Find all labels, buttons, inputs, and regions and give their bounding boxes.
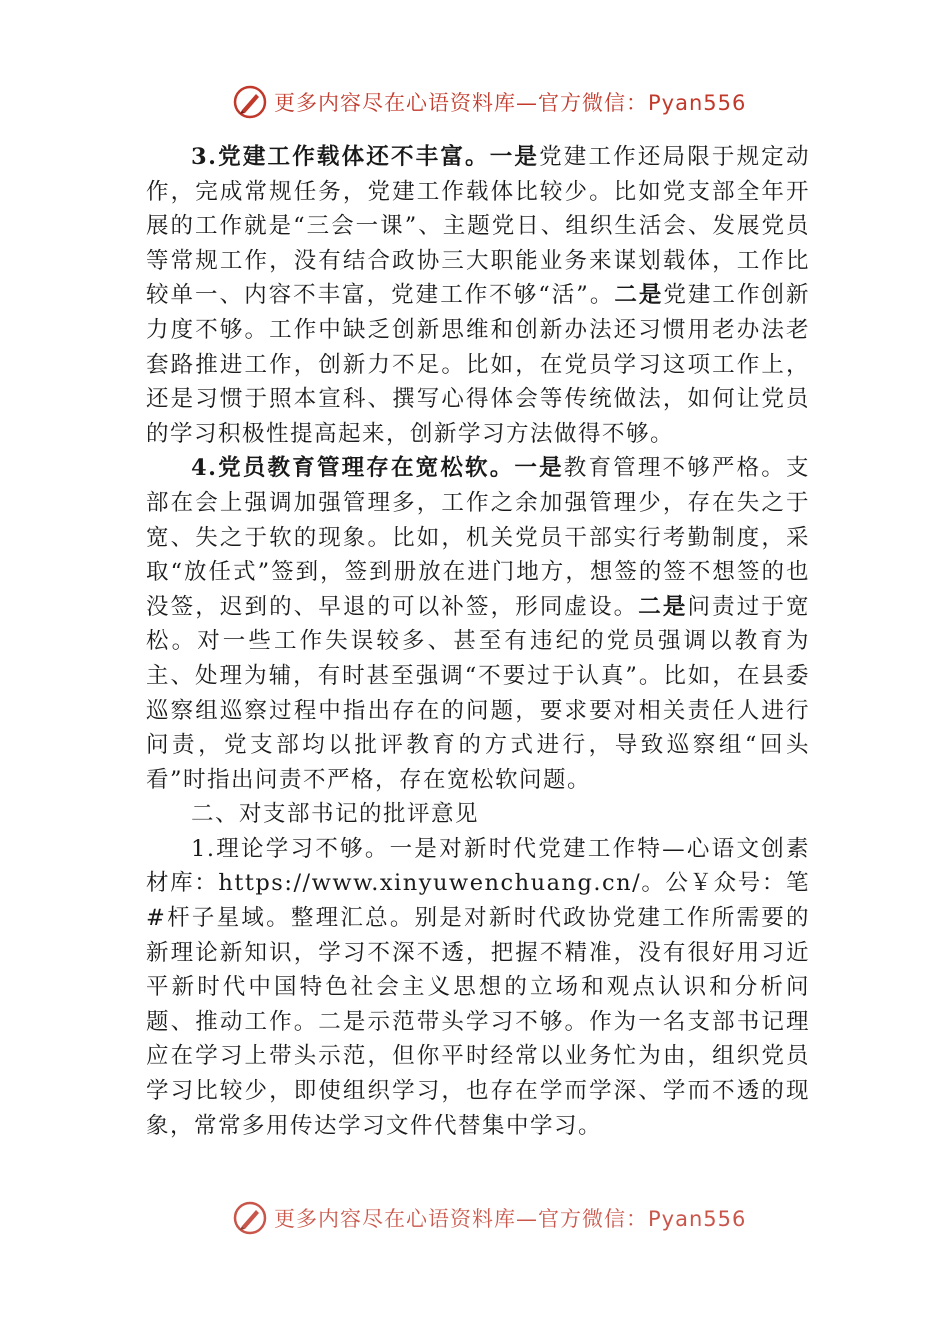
section-heading: 二、对支部书记的批评意见 (191, 801, 480, 828)
paragraph-theory-study: 1.理论学习不够。一是对新时代党建工作特—心语文创素材库：https://www.xinyuwenchuang.cn/。公￥众号：笔#杆子星域。整理汇总。别是对新时代政协党建工作所需要的新理论新知识，学习不深不透，把握不精准，没有很好用习近平新时代中国特色社会主义思想的立场和观点认识和分析问题、推动工作。二是示范带头学习不够。作为一名支部书记理应在学习上带头示范，但你平时经常以业务忙为由，组织党员学习比较少，即使组织学习，也存在学而学深、学而不透的现象，常常多用传达学习文件代替集中学习。 (146, 835, 810, 1139)
pen-logo-icon (232, 84, 268, 120)
section-title: 3.党建工作载体还不丰富。 (191, 144, 490, 170)
paragraph-management (146, 451, 810, 797)
paragraph-text: 问责过于宽松。对一些工作失误较多、甚至有违纪的党员强调以教育为主、处理为辅，有时甚至强调“不要过于认真”。比如，在县委巡察组巡察过程中指出存在的问题，要求要对相关责任人进行问责，党支部均以批评教育的方式进行，导致巡察组“回头看”时指出问责不严格，存在宽松软问题。 (146, 593, 810, 793)
paragraph-text: 教育管理不够严格。支部在会上强调加强管理多，工作之余加强管理少，存在失之于宽、失之于软的现象。比如，机关党员干部实行考勤制度，采取“放任式”签到，签到册放在进门地方，想签的签不想签的也没签，迟到的、早退的可以补签，形同虚设。 (146, 455, 810, 620)
paragraph-text: 党建工作还局限于规定动作，完成常规任务，党建工作载体比较少。比如党支部全年开展的工作就是“三会一课”、主题党日、组织生活会、发展党员等常规工作，没有结合政协三大职能业务来谋划载体，工作比较单一、内容不丰富，党建工作不够“活”。 (146, 144, 810, 309)
pen-logo-icon (232, 1200, 268, 1236)
banner-text: 更多内容尽在心语资料库—官方微信：Pyan556 (274, 91, 747, 115)
banner-text: 更多内容尽在心语资料库—官方微信：Pyan556 (274, 1207, 747, 1231)
paragraph-carrier (146, 140, 810, 451)
keyword-second: 二是 (614, 282, 664, 309)
header-watermark-banner (232, 82, 746, 122)
paragraph-text: 党建工作创新力度不够。工作中缺乏创新思维和创新办法还习惯用老办法老套路推进工作，创新力不足。比如，在党员学习这项工作上，还是习惯于照本宣科、撰写心得体会等传统做法，如何让党员的学习积极性提高起来，创新学习方法做得不够。 (146, 282, 810, 447)
keyword-first: 一是 (489, 144, 540, 170)
keyword-first: 一是 (514, 455, 564, 482)
section-title: 4.党员教育管理存在宽松软。 (191, 455, 515, 482)
footer-watermark-banner (232, 1198, 746, 1238)
document-body (146, 140, 810, 1143)
keyword-second: 二是 (638, 593, 688, 620)
